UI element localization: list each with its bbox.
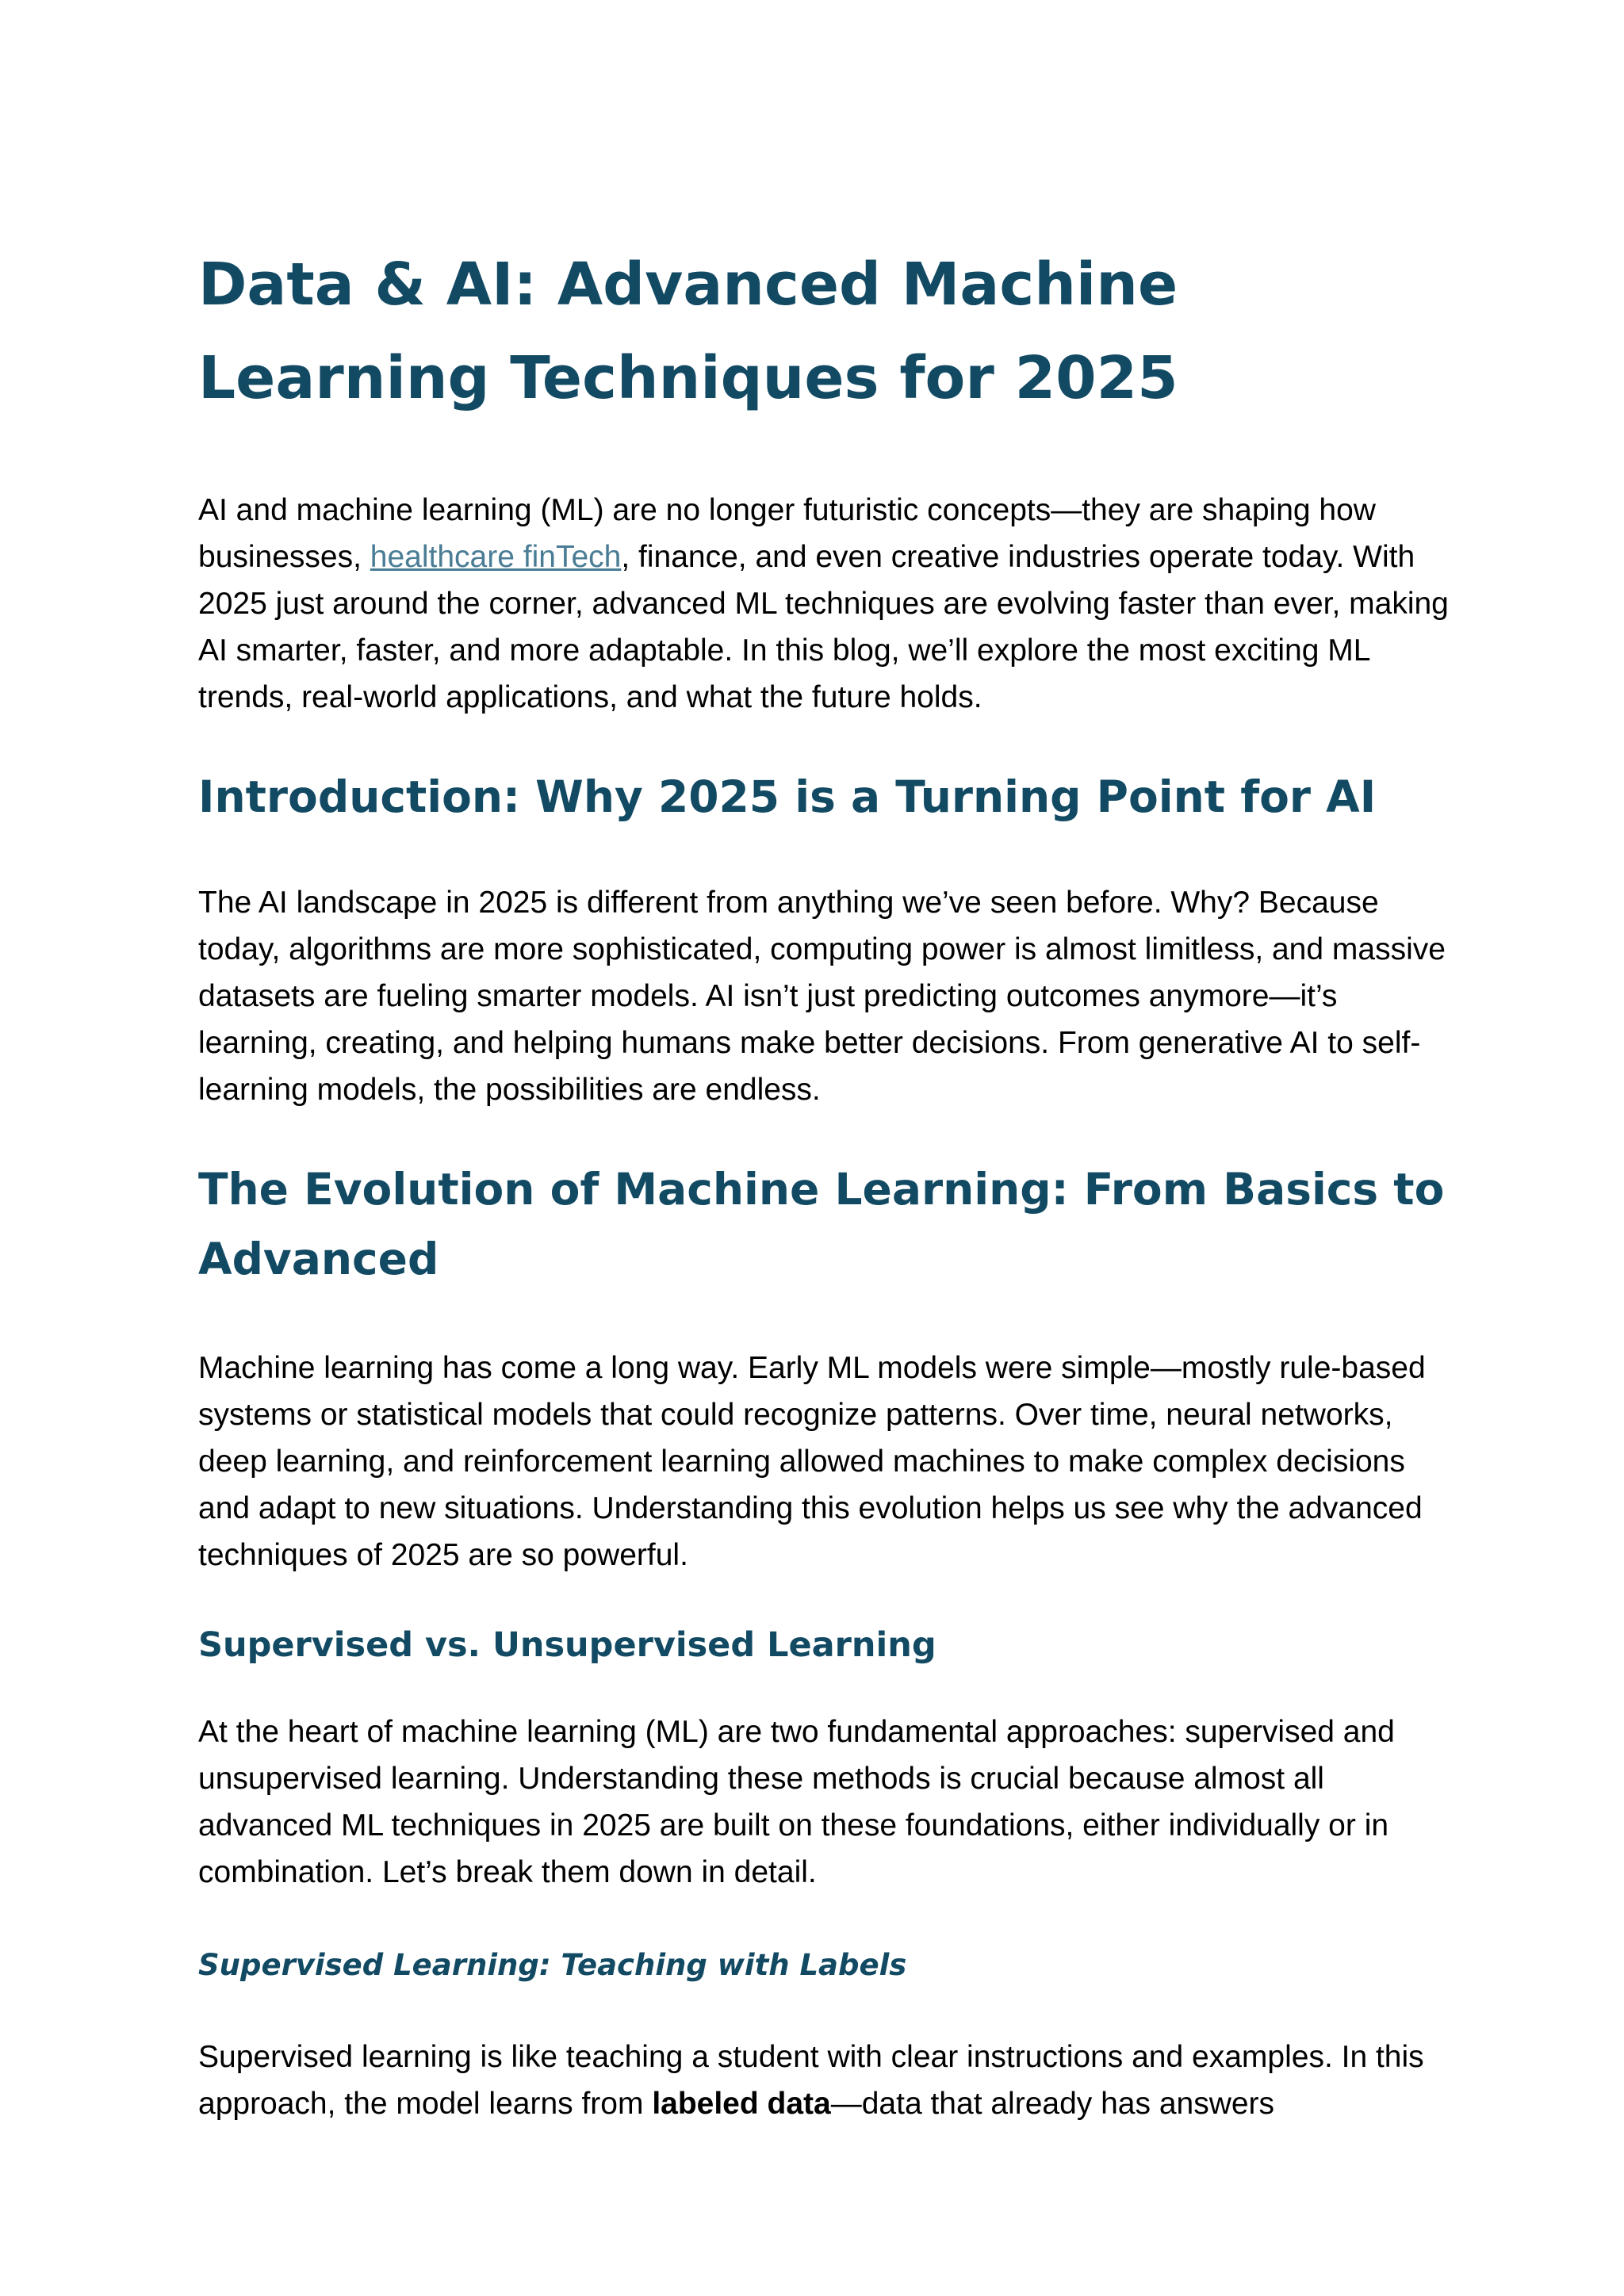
supervised-text-start: Supervised learning is like teaching a student with clear instructions and examples. In this approach, the model learns from [198,2040,1424,2121]
introduction-paragraph: The AI landscape in 2025 is different from anything we’ve seen before. Why? Because today, algorithms are more sophisticated, computing power is almost limitless, and massive datasets are fueling smarter models. AI isn’t just predicting outcomes anymore—it’s learning, creating, and helping humans make better decisions. From generative AI to self-learning models, the possibilities are endless. [198,886,1446,1107]
healthcare-fintech-link[interactable]: healthcare finTech [370,540,622,574]
intro-paragraph [198,487,1451,721]
subheading-supervised-vs-unsupervised: Supervised vs. Unsupervised Learning [198,1625,936,1665]
document-page [198,238,1451,2127]
page-title: Data & AI: Advanced Machine Learning Techniques for 2025 [198,251,1178,412]
section-heading-evolution: The Evolution of Machine Learning: From Basics to Advanced [198,1164,1445,1284]
evolution-paragraph: Machine learning has come a long way. Early ML models were simple—mostly rule-based systems or statistical models that could recognize patterns. Over time, neural networks, deep learning, and reinforcement learning allowed machines to make complex decisions and adapt to new situations. Understanding this evolution helps us see why the advanced techniques of 2025 are so powerful. [198,1351,1426,1572]
intro-text-end: , finance, and even creative industries operate today. With 2025 just around the corner, advanced ML techniques are evolving faster than ever, making AI smarter, faster, and more adaptable. In this blog, we’ll explore the most exciting ML trends, real-world applications, and what the future holds. [198,540,1449,714]
supervised-text-end: —data that already has answers [830,2087,1275,2121]
section-heading-introduction: Introduction: Why 2025 is a Turning Point for AI [198,771,1377,822]
labeled-data-bold: labeled data [652,2087,831,2121]
subheading-supervised-learning: Supervised Learning: Teaching with Labels [198,1948,907,1982]
intro-text-start: AI and machine learning (ML) are no longer futuristic concepts—they are shaping how businesses, [198,493,1376,574]
supervised-learning-paragraph [198,2034,1451,2127]
supervised-vs-unsupervised-paragraph: At the heart of machine learning (ML) are two fundamental approaches: supervised and unsupervised learning. Understanding these methods is crucial because almost all advanced ML techniques in 2025 are built on these foundations, either individually or in combination. Let’s break them down in detail. [198,1715,1395,1889]
